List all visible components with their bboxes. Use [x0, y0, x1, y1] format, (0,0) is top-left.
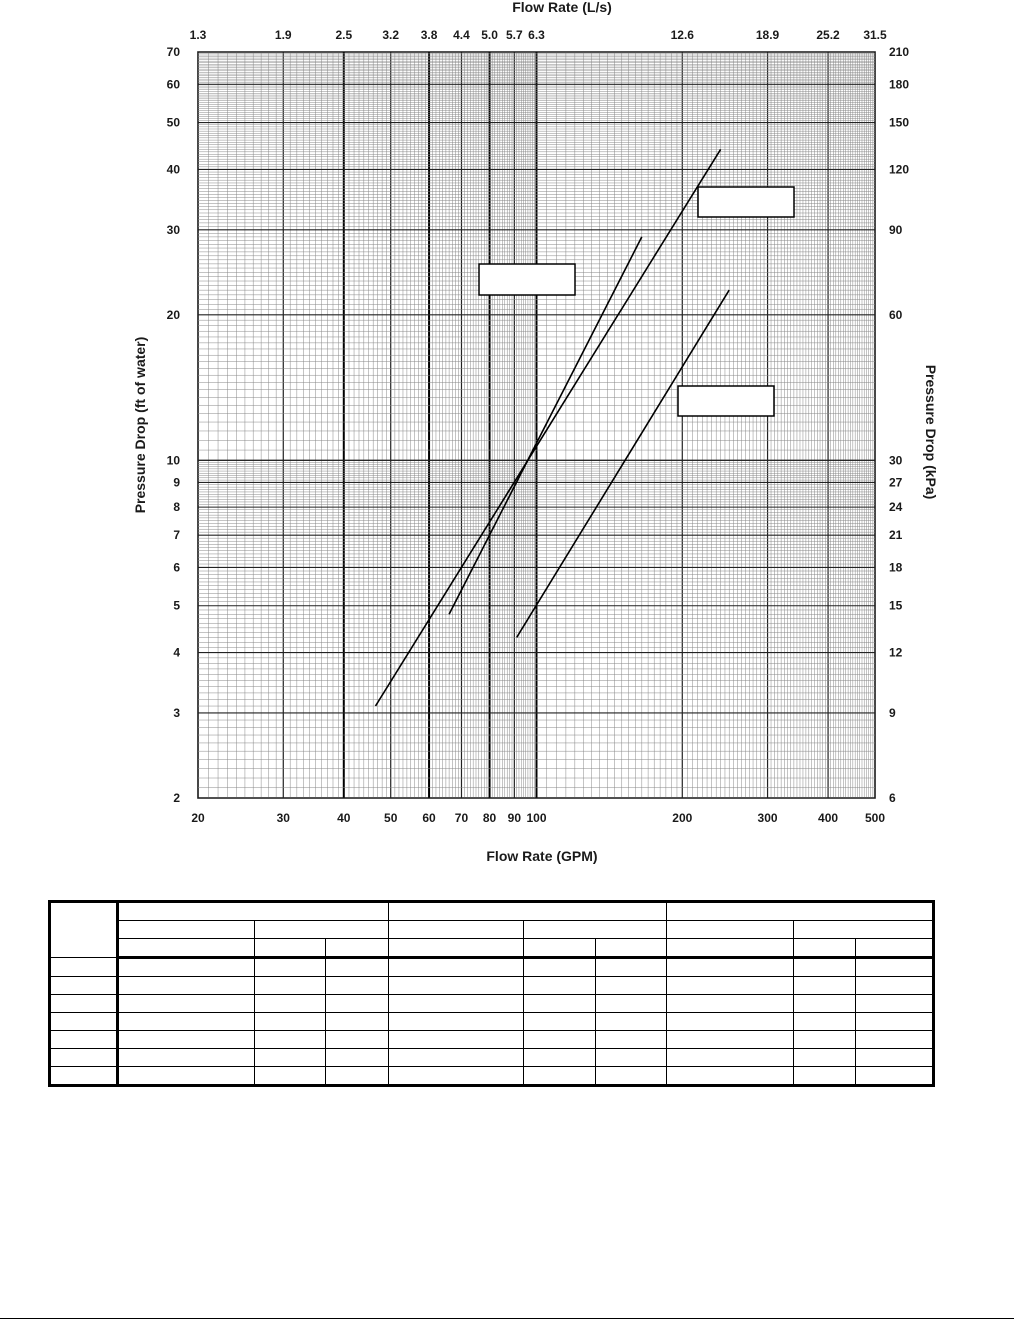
table-cell	[794, 921, 934, 939]
table-cell	[255, 1031, 326, 1049]
table-cell	[50, 1013, 118, 1031]
table-cell	[50, 958, 118, 977]
table-cell	[255, 1049, 326, 1067]
table-row	[50, 1049, 934, 1067]
y-right-tick-label: 90	[889, 222, 903, 237]
table-row	[50, 995, 934, 1013]
top-x-tick-label: 5.7	[505, 28, 523, 42]
table-cell	[50, 902, 118, 958]
table-cell	[667, 995, 794, 1013]
table-cell	[856, 995, 934, 1013]
table-cell	[794, 1067, 856, 1086]
y-right-tick-label: 60	[889, 307, 903, 322]
top-x-tick-label: 2.5	[335, 28, 353, 42]
table-cell	[389, 1049, 524, 1067]
top-x-tick-label: 31.5	[863, 28, 887, 42]
top-x-tick-label: 6.3	[528, 28, 545, 42]
y-left-tick-label: 8	[173, 500, 180, 515]
top-x-tick-label: 4.4	[453, 28, 470, 42]
table-cell	[50, 1049, 118, 1067]
y-left-tick-label: 50	[166, 115, 180, 130]
table-cell	[118, 921, 255, 939]
table-cell	[118, 1049, 255, 1067]
top-x-tick-label: 25.2	[816, 28, 840, 42]
table-cell	[389, 902, 667, 921]
y-right-tick-label: 18	[889, 560, 903, 575]
table-row	[50, 1067, 934, 1086]
table-row	[50, 977, 934, 995]
table-cell	[255, 995, 326, 1013]
table-cell	[524, 1031, 596, 1049]
y-right-tick-label: 150	[889, 115, 910, 130]
table-cell	[326, 977, 389, 995]
y-axis-title-right: Pressure Drop (kPa)	[923, 364, 939, 500]
table-cell	[118, 977, 255, 995]
table-cell	[794, 1031, 856, 1049]
y-right-tick-label: 120	[889, 162, 910, 177]
y-left-tick-label: 7	[173, 528, 180, 543]
y-right-tick-label: 12	[889, 645, 903, 660]
table-cell	[389, 977, 524, 995]
x-tick-label: 20	[191, 811, 205, 825]
y-right-tick-label: 15	[889, 598, 903, 613]
y-left-tick-label: 20	[166, 307, 180, 322]
table-cell	[326, 1013, 389, 1031]
top-axis-title: Flow Rate (L/s)	[512, 0, 612, 15]
table-cell	[667, 1013, 794, 1031]
table-cell	[667, 939, 794, 958]
top-x-tick-label: 18.9	[755, 28, 780, 42]
table-cell	[389, 1067, 524, 1086]
top-x-tick-label: 1.3	[189, 28, 207, 42]
table-cell	[389, 939, 524, 958]
table-cell	[667, 902, 934, 921]
table-cell	[326, 939, 389, 958]
x-tick-label: 90	[507, 811, 522, 825]
top-x-tick-label: 1.9	[274, 28, 292, 42]
table-cell	[118, 1031, 255, 1049]
table-cell	[596, 958, 667, 977]
table-cell	[118, 902, 389, 921]
table-cell	[50, 1067, 118, 1086]
series-label-box-1	[479, 264, 575, 295]
table-cell	[524, 958, 596, 977]
x-tick-label: 100	[526, 811, 547, 825]
y-left-tick-label: 5	[173, 598, 180, 613]
x-tick-label: 80	[482, 811, 497, 825]
table-cell	[794, 958, 856, 977]
table-cell	[667, 1067, 794, 1086]
table-cell	[255, 939, 326, 958]
table-header-row	[50, 939, 934, 958]
table-cell	[255, 1067, 326, 1086]
table-cell	[667, 1049, 794, 1067]
table-row	[50, 1013, 934, 1031]
table-cell	[667, 1031, 794, 1049]
y-right-tick-label: 21	[889, 528, 903, 543]
table-cell	[326, 958, 389, 977]
table-cell	[524, 1013, 596, 1031]
table-cell	[326, 1031, 389, 1049]
table-cell	[596, 1049, 667, 1067]
table-cell	[389, 1031, 524, 1049]
table-cell	[596, 1013, 667, 1031]
table-cell	[524, 939, 596, 958]
x-tick-label: 70	[454, 811, 469, 825]
x-tick-label: 400	[818, 811, 839, 825]
x-tick-label: 40	[337, 811, 351, 825]
table-cell	[667, 977, 794, 995]
table-cell	[389, 921, 524, 939]
y-right-tick-label: 27	[889, 475, 903, 490]
x-tick-label: 30	[276, 811, 290, 825]
y-left-tick-label: 30	[166, 222, 180, 237]
table-cell	[856, 1013, 934, 1031]
y-left-tick-label: 4	[173, 645, 180, 660]
table-row	[50, 958, 934, 977]
table-cell	[856, 958, 934, 977]
y-right-tick-label: 180	[889, 77, 910, 92]
table-cell	[118, 1013, 255, 1031]
table-cell	[326, 995, 389, 1013]
table-cell	[255, 977, 326, 995]
y-right-tick-label: 210	[889, 45, 910, 59]
table-cell	[50, 977, 118, 995]
x-tick-label: 200	[672, 811, 693, 825]
table-cell	[524, 995, 596, 1013]
table-cell	[856, 977, 934, 995]
x-axis-title: Flow Rate (GPM)	[486, 848, 598, 864]
x-tick-label: 60	[422, 811, 436, 825]
y-right-tick-label: 6	[889, 791, 896, 805]
table-cell	[389, 1013, 524, 1031]
table-cell	[118, 958, 255, 977]
table-cell	[524, 1067, 596, 1086]
table-cell	[667, 921, 794, 939]
series-label-box-3	[678, 386, 774, 416]
table-cell	[856, 939, 934, 958]
table-cell	[524, 1049, 596, 1067]
y-left-tick-label: 6	[173, 560, 180, 575]
table-cell	[50, 1031, 118, 1049]
y-left-tick-label: 9	[173, 475, 180, 490]
y-left-tick-label: 60	[166, 77, 180, 92]
table-header-row	[50, 921, 934, 939]
y-left-tick-label: 40	[166, 162, 180, 177]
data-table	[48, 900, 935, 1087]
y-axis-title-left: Pressure Drop (ft of water)	[132, 336, 148, 514]
table-cell	[524, 921, 667, 939]
y-left-tick-label: 3	[173, 705, 180, 720]
table-cell	[118, 939, 255, 958]
table-cell	[596, 1031, 667, 1049]
table-cell	[255, 958, 326, 977]
table-cell	[118, 1067, 255, 1086]
table-cell	[794, 1013, 856, 1031]
table-cell	[794, 939, 856, 958]
top-x-tick-label: 12.6	[670, 28, 694, 42]
table-cell	[524, 977, 596, 995]
table-cell	[856, 1049, 934, 1067]
table-cell	[389, 958, 524, 977]
page-bottom-rule	[0, 1318, 1014, 1319]
top-x-tick-label: 3.8	[420, 28, 438, 42]
table-cell	[326, 1049, 389, 1067]
table-cell	[794, 995, 856, 1013]
y-left-tick-label: 10	[166, 453, 180, 468]
table-cell	[596, 1067, 667, 1086]
table-cell	[118, 995, 255, 1013]
y-left-tick-label: 2	[173, 791, 180, 805]
y-left-tick-label: 70	[166, 45, 180, 59]
table-cell	[667, 958, 794, 977]
chart-grid	[198, 52, 875, 798]
table-cell	[389, 995, 524, 1013]
table-cell	[794, 1049, 856, 1067]
y-right-tick-label: 30	[889, 453, 903, 468]
top-x-tick-label: 3.2	[382, 28, 400, 42]
table-header-row	[50, 902, 934, 921]
x-tick-label: 300	[757, 811, 778, 825]
table-cell	[255, 1013, 326, 1031]
series-label-box-2	[698, 187, 794, 217]
table-cell	[856, 1031, 934, 1049]
top-x-tick-label: 5.0	[481, 28, 498, 42]
table-cell	[326, 1067, 389, 1086]
table-cell	[255, 921, 389, 939]
table-cell	[596, 977, 667, 995]
y-right-tick-label: 9	[889, 705, 896, 720]
table-row	[50, 1031, 934, 1049]
x-tick-label: 500	[864, 811, 886, 825]
table-cell	[50, 995, 118, 1013]
table-cell	[856, 1067, 934, 1086]
y-right-tick-label: 24	[889, 500, 903, 515]
table-cell	[596, 939, 667, 958]
table-cell	[596, 995, 667, 1013]
table-cell	[794, 977, 856, 995]
x-tick-label: 50	[384, 811, 398, 825]
